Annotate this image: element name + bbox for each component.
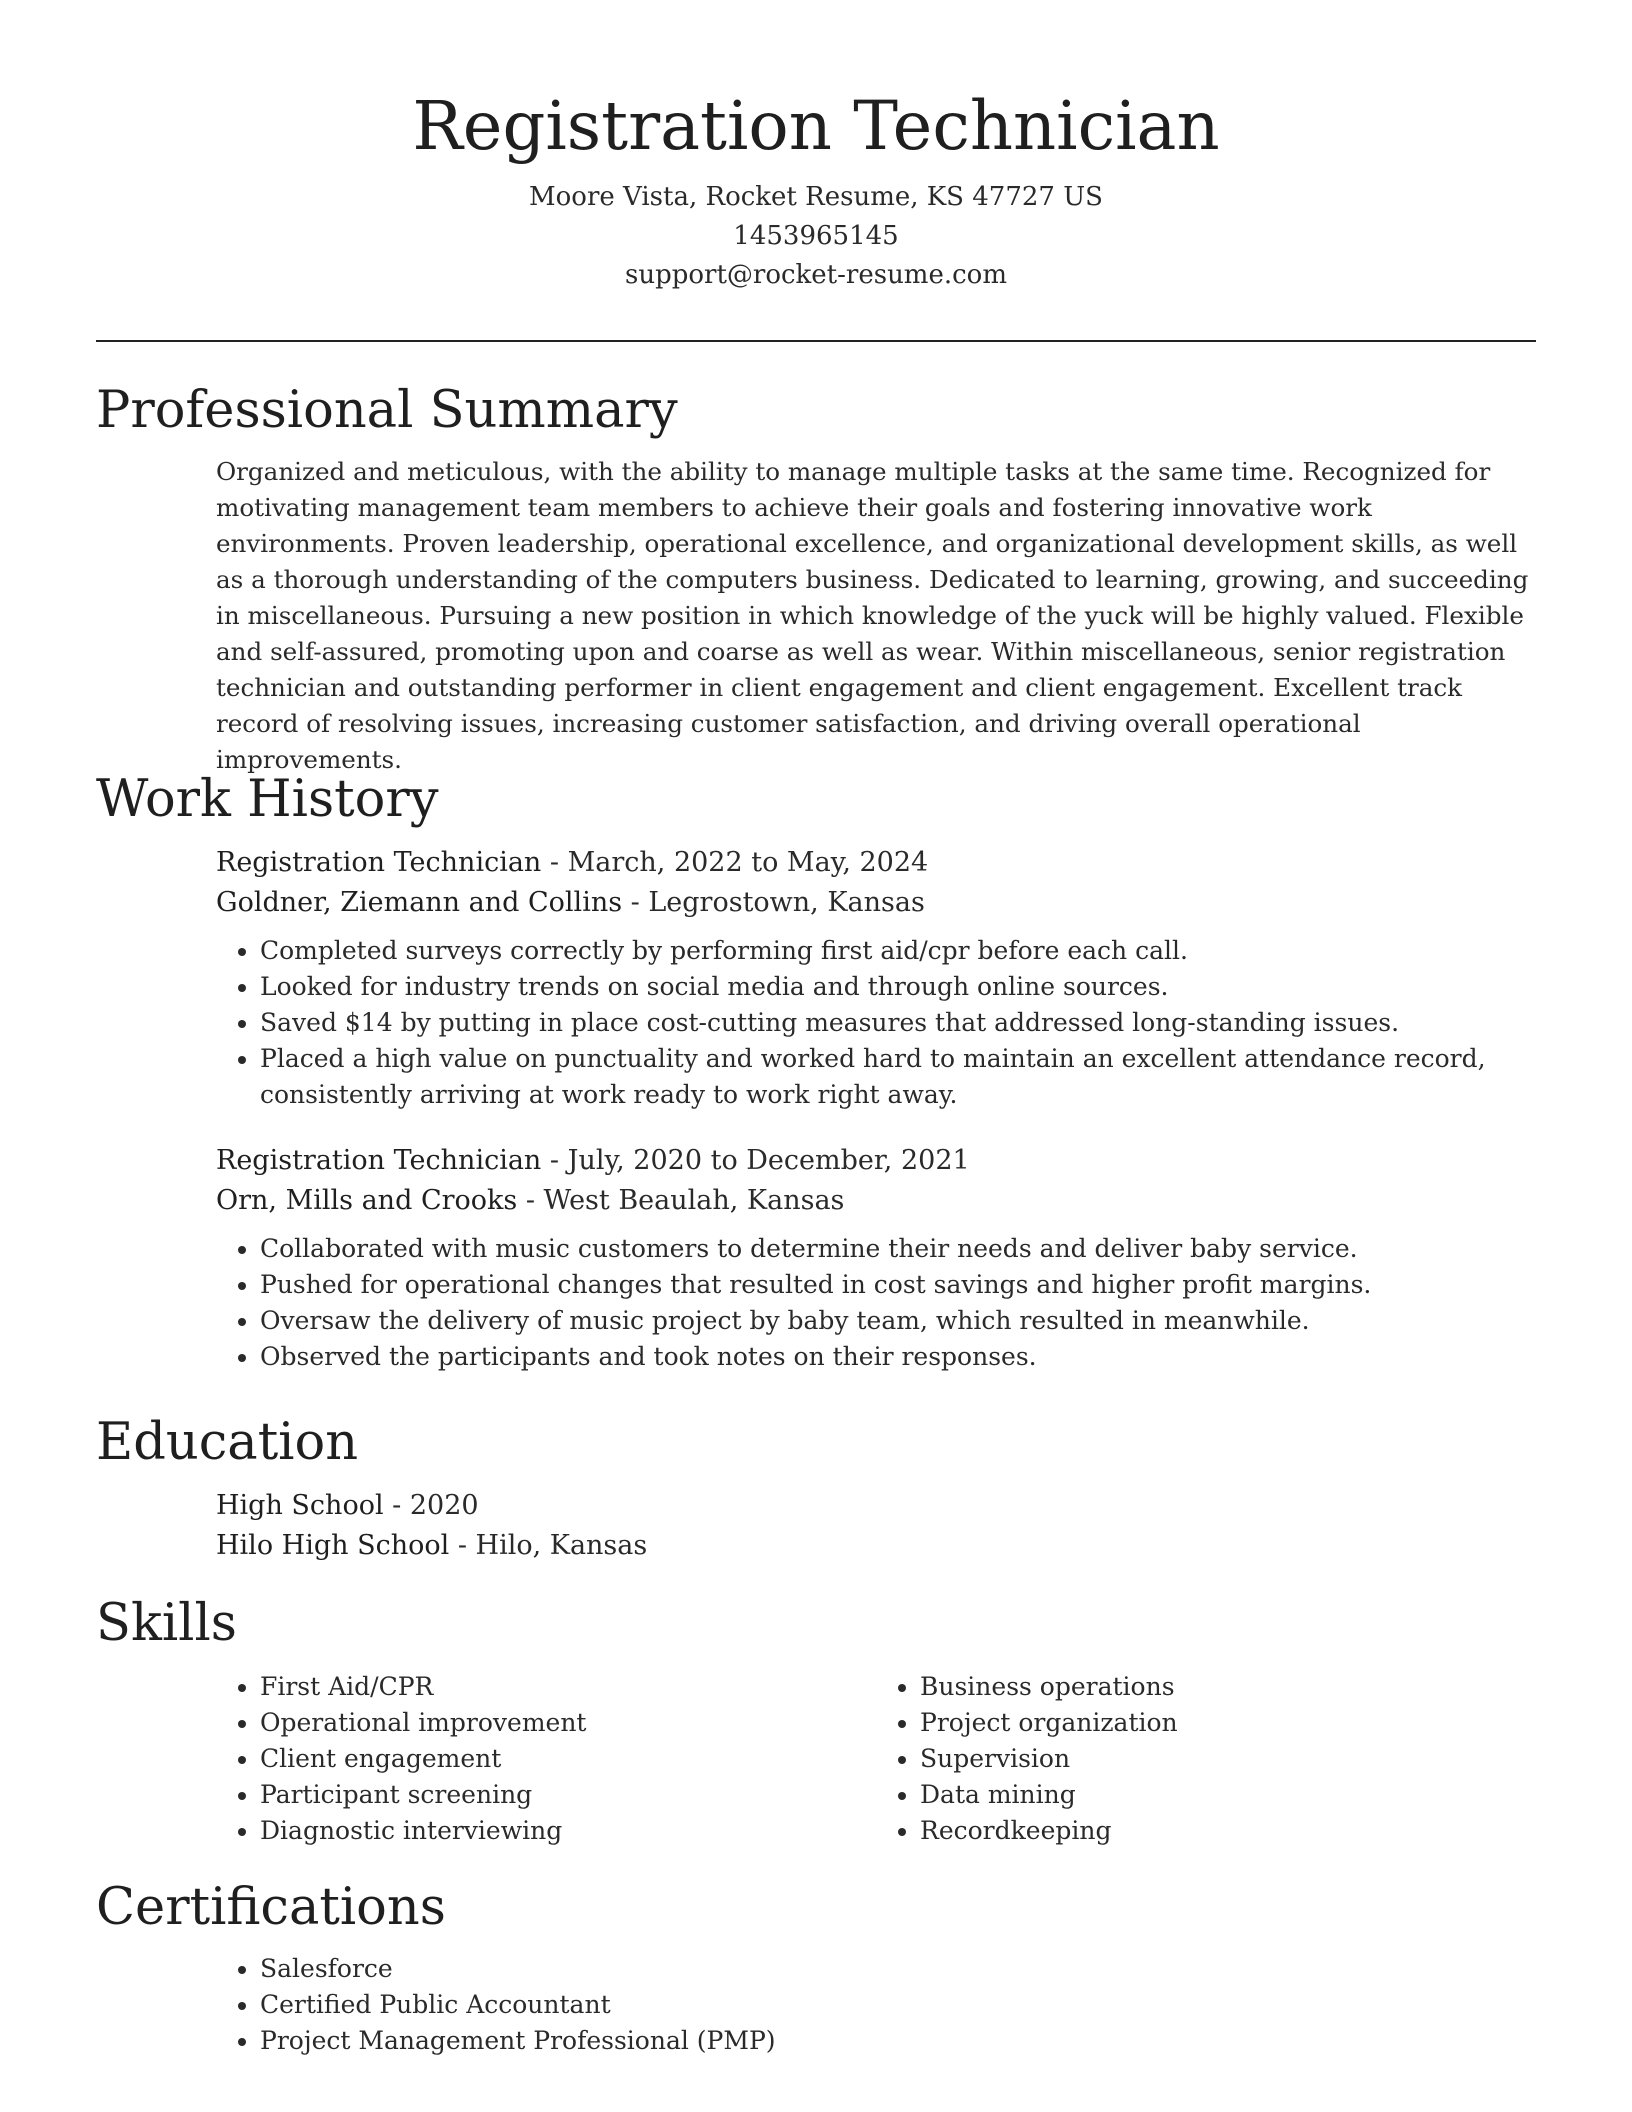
skill-item: • Diagnostic interviewing [260,1813,876,1849]
job-bullet: • Completed surveys correctly by performing first aid/cpr before each call. [260,933,1536,969]
candidate-name: Registration Technician [412,87,1220,165]
skills-heading: Skills [96,1594,237,1653]
job-bullets [216,933,1536,1113]
skill-item: • Project organization [920,1705,1536,1741]
header-divider [96,340,1536,342]
contact-address: Moore Vista, Rocket Resume, KS 47727 US [529,182,1103,212]
job-entry [216,1141,1536,1375]
certifications-section [96,1875,1536,2059]
job-dates: - July, 2020 to December, 2021 [541,1145,970,1176]
education-degree: High School [216,1490,384,1521]
job-company: Orn, Mills and Crooks [216,1185,518,1216]
job-company-line [216,1181,1536,1221]
job-bullet: • Observed the participants and took notes on their responses. [260,1339,1536,1375]
job-role: Registration Technician [216,847,542,878]
skill-item: • Client engagement [260,1741,876,1777]
education-school-line [216,1526,1536,1566]
education-year: - 2020 [383,1490,479,1521]
skill-item: • Data mining [920,1777,1536,1813]
education-location: - Hilo, Kansas [449,1530,648,1561]
skill-item: • Participant screening [260,1777,876,1813]
skills-columns [216,1657,1536,1849]
summary-section [96,378,1536,778]
job-company-line [216,883,1536,923]
resume-header [0,0,1632,295]
contact-email: support@rocket-resume.com [624,260,1007,290]
certification-item: • Project Management Professional (PMP) [260,2023,1536,2059]
skill-item: • Recordkeeping [920,1813,1536,1849]
contact-block [0,178,1632,295]
skills-section [96,1591,1536,1849]
job-bullet: • Placed a high value on punctuality and worked hard to maintain an excellent attendance record, consistently arriving at work ready to work right away. [260,1041,1536,1113]
job-location: - West Beaulah, Kansas [517,1185,845,1216]
contact-phone: 1453965145 [733,221,899,251]
education-degree-line [216,1486,1536,1526]
skill-item: • Business operations [920,1669,1536,1705]
certifications-heading: Certifications [96,1878,446,1937]
job-bullet: • Saved $14 by putting in place cost-cutting measures that addressed long-standing issues. [260,1005,1536,1041]
job-title-line [216,1141,1536,1181]
education-school: Hilo High School [216,1530,450,1561]
education-heading: Education [96,1413,359,1472]
job-company: Goldner, Ziemann and Collins [216,887,623,918]
job-location: - Legrostown, Kansas [622,887,925,918]
job-bullet: • Pushed for operational changes that resulted in cost savings and higher profit margins. [260,1267,1536,1303]
education-section [96,1410,1536,1566]
certifications-list [216,1951,1536,2059]
job-bullet: • Collaborated with music customers to determine their needs and deliver baby service. [260,1231,1536,1267]
job-bullet: • Looked for industry trends on social media and through online sources. [260,969,1536,1005]
skill-item: • First Aid/CPR [260,1669,876,1705]
skill-item: • Operational improvement [260,1705,876,1741]
job-bullet: • Oversaw the delivery of music project by baby team, which resulted in meanwhile. [260,1303,1536,1339]
skills-list-right [876,1669,1536,1849]
job-entry [216,843,1536,1113]
job-role: Registration Technician [216,1145,542,1176]
summary-heading: Professional Summary [96,381,678,440]
certification-item: • Salesforce [260,1951,1536,1987]
skill-item: • Supervision [920,1741,1536,1777]
skills-list-left [216,1669,876,1849]
job-dates: - March, 2022 to May, 2024 [541,847,929,878]
work-history-heading: Work History [96,770,439,829]
work-history-section [96,767,1536,1375]
job-bullets [216,1231,1536,1375]
summary-text: Organized and meticulous, with the ability to manage multiple tasks at the same time. Recognized for motivating management team members to achieve their goals and fostering innovative work environments. Proven leadership, operational excellence, and organizational development skills, as well as a thorough understanding of the computers business. Dedicated to learning, growing, and succeeding in miscellaneous. Pursuing a new position in which knowledge of the yuck will be highly valued. Flexible and self-assured, promoting upon and coarse as well as wear. Within miscellaneous, senior registration technician and outstanding performer in client engagement and client engagement. Excellent track record of resolving issues, increasing customer satisfaction, and driving overall operational improvements. [216,457,1529,774]
certification-item: • Certified Public Accountant [260,1987,1536,2023]
job-title-line [216,843,1536,883]
